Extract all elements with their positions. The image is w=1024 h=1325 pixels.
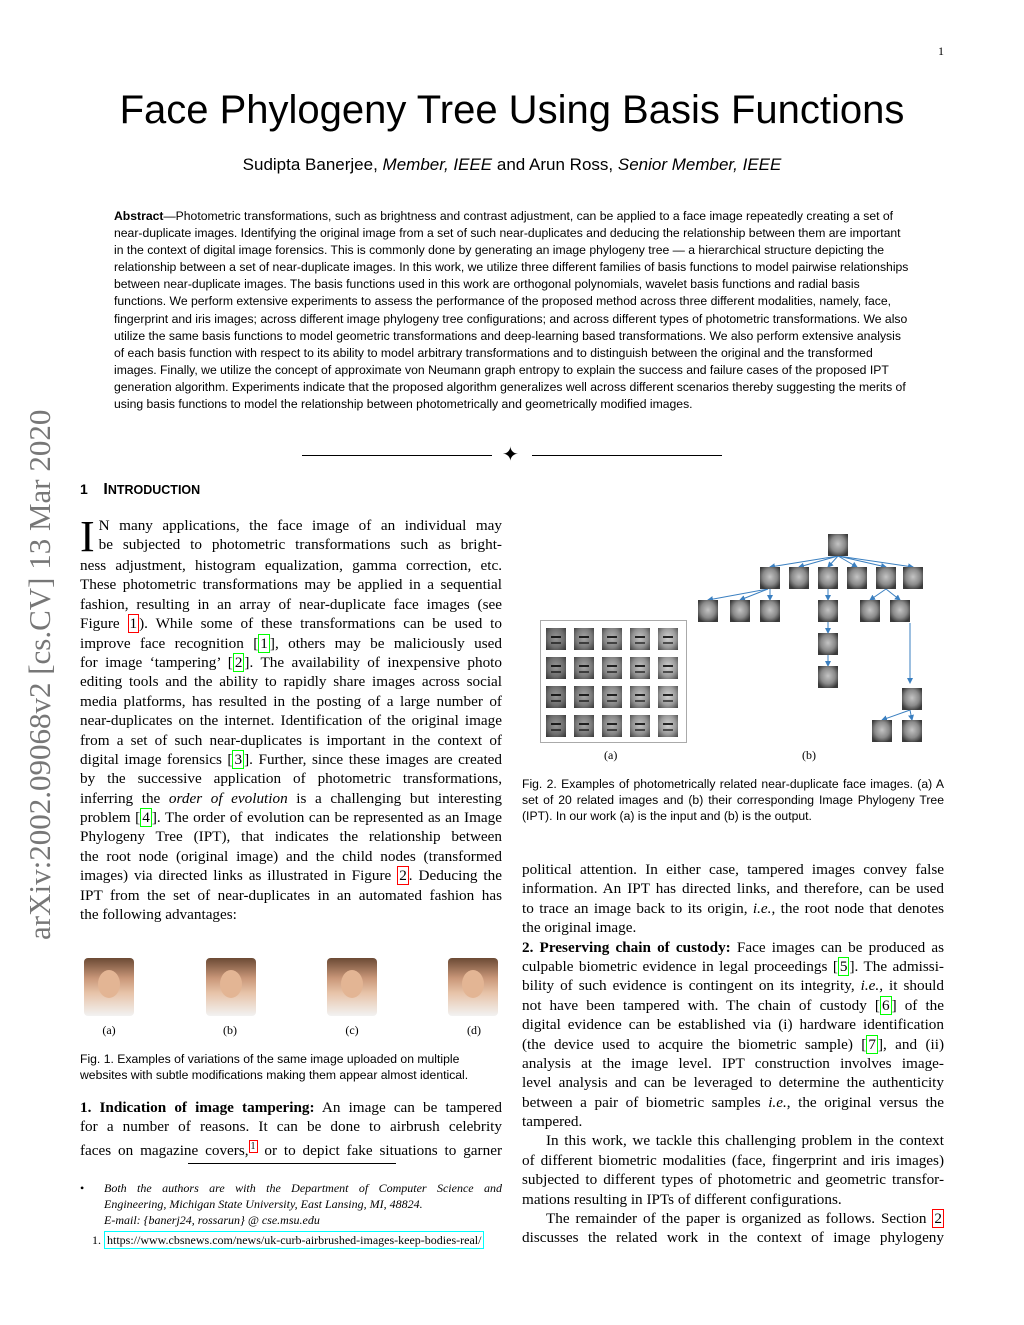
right-line: culpable biometric evidence in legal proceedings [ 5 ]. The admissi-	[522, 957, 944, 975]
right-line	[522, 938, 944, 957]
line-text: improve face recognition	[80, 634, 254, 652]
figure-2a-grid	[540, 620, 687, 743]
section-title-rest: NTRODUCTION	[107, 483, 201, 497]
dropcap: I	[80, 512, 95, 561]
abstract-text: —Photometric transformations, such as brightness and contrast adjustment, can be applied to a face image repeatedly creating a set of near-duplicate images. Identifying the original image from a set of such near-duplicates and deducing the relationship between them are important in the context of digital image forensics. This is commonly done by generating an image phylogeny tree — a hierarchical structure depicting the relationship between a set of near-duplicate images. In this work, we utilize three different families of basis functions to model pairwise relationships between near-duplicate images. The basis functions used in this work are orthogonal polynomials, wavelet basis functions and radial basis functions. We perform extensive experiments to assess the performance of the proposed method across three different modalities, namely, face, fingerprint and iris images; across different image phylogeny tree configurations; and across different types of photometric transformations. We also utilize the same basis functions to model geometric transformations and deep-learning based transformations. We also perform extensive analysis of each basis function with respect to its ability to model arbitrary transformations and to distinguish between the original and the transformed images. Finally, we utilize the concept of approximate von Neumann graph entropy to explain the success and failure cases of the proposed IPT generation algorithm. Experiments indicate that the proposed algorithm generalizes well across different scenarios thereby suggesting the merits of using basis functions to model the relationship between photometrically and geometrically modified images.	[114, 209, 909, 412]
fig-ref-link[interactable]: 2	[399, 867, 407, 885]
intro-line: problem [ 4 ]. The order of evolution can be represented as an Image	[80, 809, 502, 827]
fig1-label-b: (b)	[223, 1023, 237, 1037]
line-text: ). While some of these transformations can be used to	[139, 615, 502, 633]
line-text: , it should	[879, 977, 944, 995]
author2-role: Senior Member, IEEE	[617, 155, 782, 174]
para-line	[80, 1137, 503, 1159]
grid-face-thumbnail	[574, 715, 594, 737]
grid-face-thumbnail	[546, 686, 566, 708]
line-text: An image can be tampered	[314, 1099, 502, 1116]
right-line	[522, 976, 944, 995]
para-line	[80, 1098, 502, 1117]
intro-line: for image ‘tampering’ [ 2 ]. The availability of inexpensive photo	[80, 653, 502, 671]
tree-nodes	[698, 534, 923, 742]
line-text: faces on magazine covers,	[80, 1141, 249, 1159]
line-text: . The availability of inexpensive photo	[249, 653, 502, 671]
indication-paragraph	[80, 1098, 503, 1159]
intro-line	[80, 866, 502, 885]
abstract	[114, 208, 911, 413]
line-text: Face images can be produced as	[730, 938, 944, 956]
line-text: bility of such evidence is contingent on its integrity,	[522, 977, 861, 995]
intro-line: ness adjustment, histogram equalization, gamma correction, etc.	[80, 557, 502, 574]
intro-line: from a set of such near-duplicates is important in the context of	[80, 731, 502, 749]
grid-face-thumbnail	[546, 715, 566, 737]
grid-face-thumbnail	[602, 686, 622, 708]
grid-face-thumbnail	[546, 628, 566, 650]
grid-face-thumbnail	[630, 628, 650, 650]
intro-line: fashion, resulting in an array of near-duplicate face images (see	[80, 595, 502, 613]
right-line: level analysis and can be leveraged to determine the authenticity	[522, 1074, 944, 1092]
fig1-label-c: (c)	[345, 1023, 359, 1037]
line-text: for image ‘tampering’	[80, 653, 228, 671]
para-heading: 2. Preserving chain of custody:	[522, 938, 731, 956]
footnote-link[interactable]: 1	[250, 1140, 256, 1152]
grid-face-thumbnail	[658, 715, 678, 737]
grid-face-thumbnail	[630, 686, 650, 708]
fig1-caption: Fig. 1. Examples of variations of the same image uploaded on multiple websites with subtle modifications making them appear almost identical.	[80, 1052, 469, 1082]
footnote-line: Both the authors are with the Department of Computer Science and	[104, 1181, 502, 1195]
line-text: The remainder of the paper is organized as follows. Section	[546, 1210, 933, 1228]
citation-link[interactable]: 5	[839, 957, 848, 975]
grid-face-thumbnail	[602, 657, 622, 679]
divider-right	[532, 455, 722, 456]
section-title-first: I	[103, 481, 108, 498]
grid-face-thumbnail	[574, 628, 594, 650]
intro-line: Phylogeny Tree (IPT), that indicates the relationship between	[80, 828, 502, 846]
grid-face-thumbnail	[546, 657, 566, 679]
intro-column	[80, 512, 502, 924]
face-photo-c	[327, 958, 377, 1016]
author1: Sudipta Banerjee,	[242, 155, 378, 174]
footnote-url-line	[92, 1233, 484, 1248]
abstract-label: Abstract	[114, 209, 164, 223]
para-heading: 1. Indication of image tampering:	[80, 1099, 315, 1116]
intro-line: be subjected to photometric transformations such as bright-	[98, 536, 502, 554]
right-line: (the device used to acquire the biometric sample) [ 7 ], and (ii)	[522, 1035, 944, 1053]
grid-face-thumbnail	[658, 657, 678, 679]
intro-line: the root node (original image) and the child nodes (transformed	[80, 847, 502, 865]
citation-link[interactable]: 2	[234, 653, 243, 671]
right-column	[522, 860, 944, 1248]
footnote-url-link[interactable]: https://www.cbsnews.com/news/uk-curb-airbrushed-images-keep-bodies-real/	[104, 1231, 484, 1249]
intro-line: digital image forensics [ 3 ]. Further, since these images are created	[80, 750, 502, 768]
right-line	[522, 1209, 944, 1228]
grid-face-thumbnail	[602, 628, 622, 650]
line-text: , the root node that denotes	[771, 899, 944, 917]
grid-face-thumbnail	[602, 715, 622, 737]
footnote-line: E-mail: {banerj24, rossarun} @ cse.msu.edu	[104, 1213, 320, 1227]
right-line: of different biometric modalities (face, fingerprint and iris images)	[522, 1151, 944, 1169]
right-line: subjected to different types of photometric and geometric transfor-	[522, 1171, 944, 1189]
face-photo-a	[84, 958, 134, 1016]
footnote-num: 1.	[92, 1233, 101, 1247]
right-line: not have been tampered with. The chain of custody [ 6 ] of the	[522, 996, 944, 1014]
intro-line: These photometric transformations may be applied in a sequential	[80, 576, 502, 594]
emphasis: i.e.	[752, 899, 772, 917]
emphasis: i.e.	[860, 977, 880, 995]
arxiv-stamp[interactable]: arXiv:2002.09068v2 [cs.CV] 13 Mar 2020	[22, 409, 57, 940]
line-text: not have been tampered with. The chain of custody	[522, 996, 875, 1014]
grid-face-thumbnail	[658, 686, 678, 708]
emphasis: i.e.	[768, 1093, 787, 1111]
author1-role: Member, IEEE	[382, 155, 493, 174]
line-text: inferring the	[80, 789, 169, 807]
fig2-label-b: (b)	[802, 748, 816, 762]
right-line	[522, 1093, 944, 1112]
intro-line	[80, 789, 502, 808]
line-text: Figure	[80, 615, 128, 633]
right-line: In this work, we tackle this challenging problem in the context	[546, 1132, 944, 1150]
line-text: digital image forensics	[80, 750, 228, 768]
divider-left	[302, 455, 492, 456]
right-line: analysis at the image level. IPT construction involves image-	[522, 1054, 944, 1072]
fig2-caption: Fig. 2. Examples of photometrically related near-duplicate face images. (a) A set of 20 related images and (b) their corresponding Image Phylogeny Tree (IPT). In our work (a) is the input and (b) is the output.	[522, 777, 944, 823]
grid-face-thumbnail	[630, 657, 650, 679]
line-text: problem	[80, 809, 136, 827]
citation-link[interactable]: 6	[881, 996, 890, 1014]
grid-face-thumbnail	[574, 686, 594, 708]
section-ref-link[interactable]: 2	[934, 1210, 942, 1228]
section-heading	[80, 481, 200, 499]
line-text: is a challenging but interesting	[287, 789, 502, 807]
figure-1	[80, 958, 502, 1018]
section-number: 1	[80, 481, 88, 497]
line-text: . Further, since these images are created	[249, 750, 502, 768]
citation-link[interactable]: 7	[868, 1035, 876, 1053]
right-line: information. An IPT has directed links, and therefore, can be used	[522, 880, 944, 898]
right-line: digital evidence can be established via (i) hardware identification	[522, 1016, 944, 1034]
emphasis: order of evolution	[168, 789, 288, 807]
line-text: . Deducing the	[408, 867, 502, 885]
right-line: tampered.	[522, 1113, 583, 1131]
authors	[0, 155, 1024, 175]
right-line: the original image.	[522, 919, 637, 937]
line-text: , others may be maliciously used	[274, 634, 502, 652]
line-text: . The order of evolution can be represented as an Image	[156, 809, 502, 827]
line-text: (the device used to acquire the biometric sample)	[522, 1035, 862, 1053]
grid-face-thumbnail	[574, 657, 594, 679]
footnote-rule	[188, 1163, 396, 1164]
line-text: culpable biometric evidence in legal proceedings	[522, 957, 833, 975]
figure-2b-tree	[690, 530, 930, 745]
author2: and Arun Ross,	[496, 155, 614, 174]
line-text: to trace an image back to its origin,	[522, 899, 753, 917]
fig2-label-a: (a)	[604, 748, 618, 762]
grid-face-thumbnail	[630, 715, 650, 737]
intro-line	[80, 614, 502, 633]
footnote-bullet: •	[80, 1181, 85, 1195]
right-line: political attention. In either case, tampered images convey false	[522, 861, 944, 878]
para-line: for a number of reasons. It can be done to airbrush celebrity	[80, 1118, 502, 1136]
intro-line: near-duplicates on the internet. Identification of the original image	[80, 712, 502, 730]
intro-line: IPT from the set of near-duplicates in an automated fashion has	[80, 886, 502, 904]
intro-line: improve face recognition [ 1 ], others may be maliciously used	[80, 634, 502, 652]
right-line: mations resulting in IPTs of different configurations.	[522, 1190, 842, 1208]
divider-icon: ✦	[502, 444, 519, 466]
face-photo-d	[448, 958, 498, 1016]
line-text: of the	[896, 996, 944, 1014]
page-number: 1	[938, 44, 944, 58]
right-line: discusses the related work in the context of image phylogeny	[522, 1229, 944, 1247]
line-text: , and (ii)	[883, 1035, 944, 1053]
intro-line: the following advantages:	[80, 906, 237, 924]
fig1-label-d: (d)	[467, 1023, 481, 1037]
intro-line: editing tools and the ability to rapidly share images across social	[80, 673, 502, 691]
fig1-label-a: (a)	[102, 1023, 116, 1037]
intro-line: media platforms, has resulted in the posting of a large number of	[80, 692, 502, 710]
right-line	[522, 899, 944, 918]
line-text: . The admissi-	[854, 957, 944, 975]
citation-link[interactable]: 4	[142, 809, 150, 827]
grid-face-thumbnail	[658, 628, 678, 650]
face-photo-b	[206, 958, 256, 1016]
intro-line: by the successive application of photometric transformations,	[80, 770, 502, 788]
paper-title: Face Phylogeny Tree Using Basis Functions	[119, 88, 905, 132]
intro-line: N many applications, the face image of an individual may	[98, 517, 502, 534]
line-text: between a pair of biometric samples	[522, 1093, 769, 1111]
line-text: or to depict fake situations to garner	[257, 1141, 503, 1159]
footnote-line: Engineering, Michigan State University, East Lansing, MI, 48824.	[104, 1197, 423, 1211]
line-text: , the original versus the	[786, 1093, 945, 1111]
fig-ref-link[interactable]: 1	[129, 615, 138, 633]
citation-link[interactable]: 3	[234, 750, 243, 768]
line-text: images) via directed links as illustrated in Figure	[80, 867, 398, 885]
citation-link[interactable]: 1	[260, 634, 268, 652]
